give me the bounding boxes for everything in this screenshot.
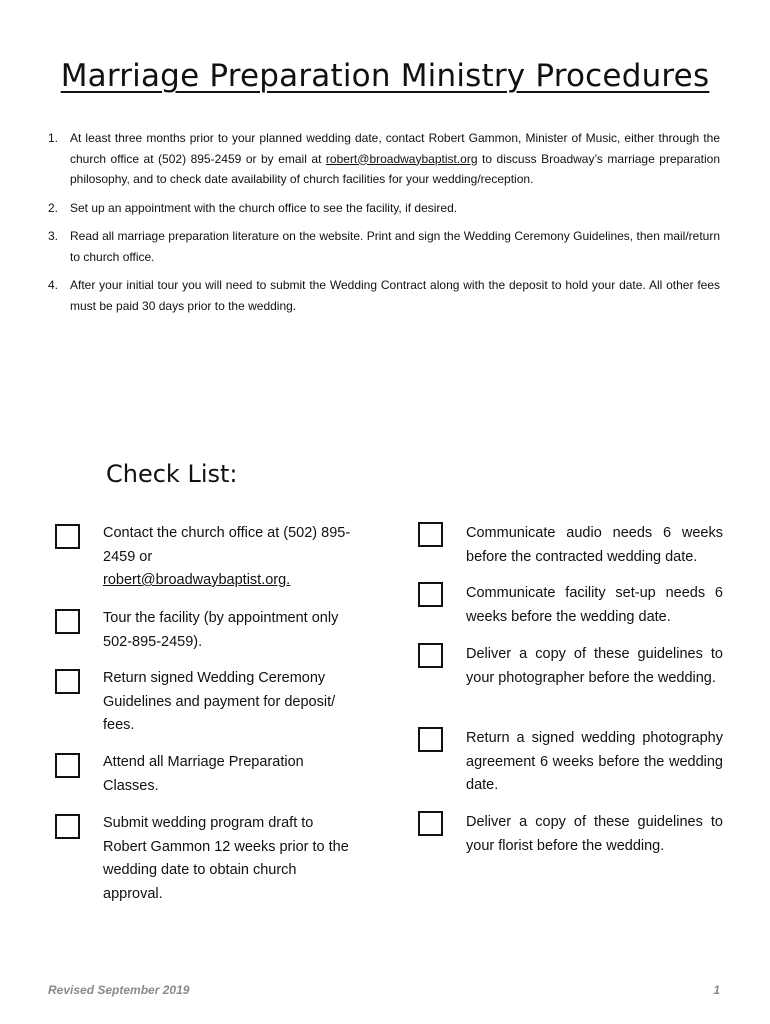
checkbox[interactable]	[55, 814, 80, 839]
step-item	[48, 226, 720, 267]
checklist-item	[418, 727, 723, 811]
checklist-item-text: Communicate facility set-up needs 6 weeks before the wedding date.	[466, 585, 723, 625]
step-item	[48, 128, 720, 190]
step-item	[48, 198, 720, 219]
checkbox[interactable]	[55, 609, 80, 634]
email-link[interactable]: robert@broadwaybaptist.org.	[103, 572, 291, 588]
step-item	[48, 275, 720, 316]
checklist-item-text: Return a signed wedding photography agreement 6 weeks before the wedding date.	[466, 730, 723, 793]
checklist-item	[418, 582, 723, 643]
checkbox[interactable]	[55, 524, 80, 549]
page-title: Marriage Preparation Ministry Procedures	[60, 58, 710, 94]
checkbox[interactable]	[418, 522, 443, 547]
checklist-item	[418, 522, 723, 582]
step-number: 4.	[48, 278, 59, 292]
checklist-left-column	[55, 522, 355, 906]
email-link[interactable]: robert@broadwaybaptist.org	[325, 151, 478, 166]
checkbox[interactable]	[55, 669, 80, 694]
step-text: Set up an appointment with the church office to see the facility, if desired.	[70, 200, 458, 215]
checklist-item-text: Communicate audio needs 6 weeks before the contracted wedding date.	[466, 525, 723, 565]
procedure-steps	[48, 128, 720, 324]
step-text: Read all marriage preparation literature on the website. Print and sign the Wedding Ceremony Guidelines, then mail/return to church office.	[70, 229, 720, 264]
step-number: 3.	[48, 229, 59, 243]
checklist-item-text: Tour the facility (by appointment only 502-895-2459).	[103, 610, 339, 650]
checklist-item	[55, 751, 355, 812]
step-number: 2.	[48, 200, 59, 215]
checklist-item-text: Deliver a copy of these guidelines to your florist before the wedding.	[466, 814, 723, 854]
checkbox[interactable]	[418, 727, 443, 752]
step-text: After your initial tour you will need to submit the Wedding Contract along with the deposit to hold your date. All other fees must be paid 30 days prior to the wedding.	[70, 278, 720, 313]
checklist-item	[55, 607, 355, 667]
checklist-item	[55, 667, 355, 751]
step-number: 1.	[48, 131, 59, 145]
checklist-title: Check List:	[106, 460, 238, 488]
step-text: At least three months prior to your planned wedding date, contact Robert Gammon, Minister of Music, either through the church office at (502) 895-2459 or by email at	[70, 131, 720, 166]
checklist-item	[418, 811, 723, 858]
page-number: 1	[713, 983, 720, 997]
checklist-item-text: Contact the church office at (502) 895-2459 or	[103, 525, 351, 565]
checklist-item-text: Submit wedding program draft to Robert Gammon 12 weeks prior to the wedding date to obtain church approval.	[103, 815, 349, 902]
revision-note: Revised September 2019	[48, 983, 190, 997]
checkbox[interactable]	[418, 811, 443, 836]
step-text-cont: to discuss Broadway’s marriage preparation philosophy, and to check date availability of church facilities for your wedding/reception.	[70, 151, 721, 186]
checklist-item-text: Attend all Marriage Preparation Classes.	[103, 754, 304, 794]
checklist-right-column	[418, 522, 723, 858]
checkbox[interactable]	[418, 582, 443, 607]
checkbox[interactable]	[418, 643, 443, 668]
checkbox[interactable]	[55, 753, 80, 778]
checklist-item	[55, 522, 355, 607]
checklist-item-text: Deliver a copy of these guidelines to your photographer before the wedding.	[466, 646, 723, 686]
checklist-item	[418, 643, 723, 727]
checklist-item	[55, 812, 355, 906]
checklist-item-text: Return signed Wedding Ceremony Guidelines and payment for deposit/ fees.	[103, 670, 336, 733]
